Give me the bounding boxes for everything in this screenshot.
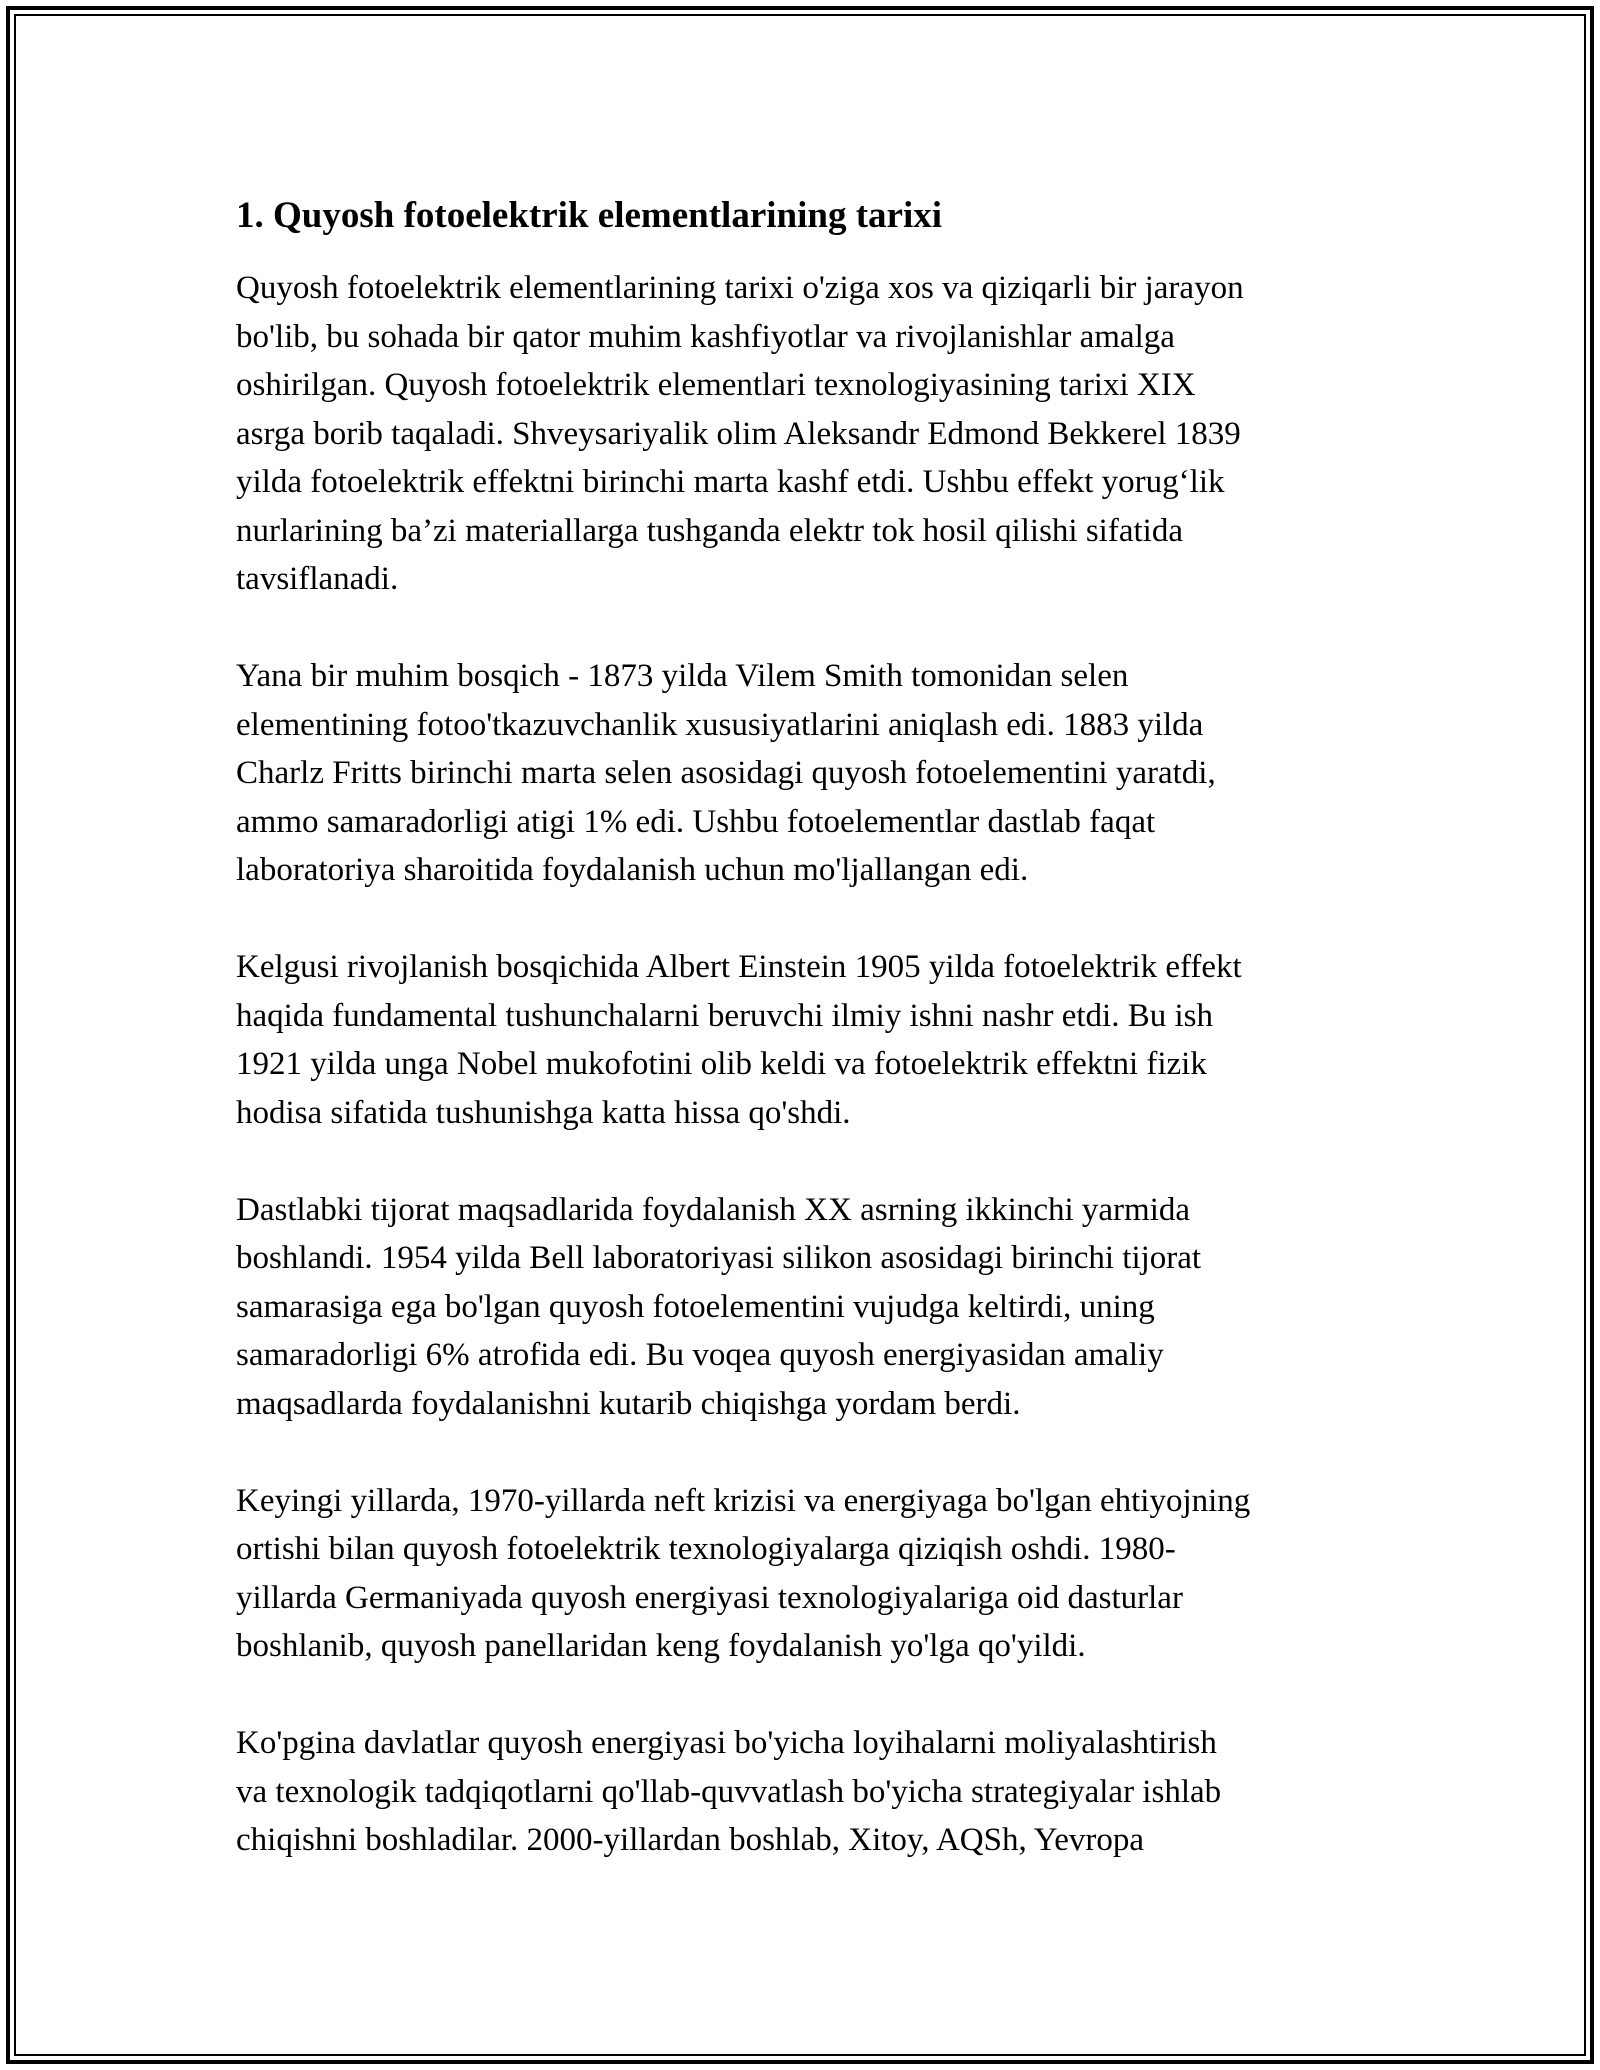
text-line: laboratoriya sharoitida foydalanish uchun mo'ljallangan edi. <box>236 852 1029 888</box>
text-line: boshlandi. 1954 yilda Bell laboratoriyasi silikon asosidagi birinchi tijorat <box>236 1240 1202 1276</box>
text-line: Ko'pgina davlatlar quyosh energiyasi bo'yicha loyihalarni moliyalashtirish <box>236 1725 1217 1761</box>
section-heading: 1. Quyosh fotoelektrik elementlarining tarixi <box>236 195 943 236</box>
text-line: Yana bir muhim bosqich - 1873 yilda Vilem Smith tomonidan selen <box>236 658 1129 694</box>
text-line: maqsadlarda foydalanishni kutarib chiqishga yordam berdi. <box>236 1385 1021 1422</box>
text-line: 1921 yilda unga Nobel mukofotini olib keldi va fotoelektrik effektni fizik <box>236 1046 1207 1082</box>
text-line: yillarda Germaniyada quyosh energiyasi texnologiyalariga oid dasturlar <box>236 1579 1183 1616</box>
text-line: va texnologik tadqiqotlarni qo'llab-quvvatlash bo'yicha strategiyalar ishlab <box>236 1773 1222 1810</box>
paragraph <box>236 943 1376 1137</box>
text-line: boshlanib, quyosh panellaridan keng foydalanish yo'lga qo'yildi. <box>236 1628 1086 1664</box>
text-line: ammo samaradorligi atigi 1% edi. Ushbu fotoelementlar dastlab faqat <box>236 803 1156 840</box>
paragraph <box>236 1477 1376 1671</box>
paragraphs-container <box>236 264 1376 1865</box>
text-line: Kelgusi rivojlanish bosqichida Albert Einstein 1905 yilda fotoelektrik effekt <box>236 949 1242 985</box>
text-line: samarasiga ega bo'lgan quyosh fotoelementini vujudga keltirdi, uning <box>236 1288 1155 1325</box>
text-line: elementining fotoo'tkazuvchanlik xususiyatlarini aniqlash edi. 1883 yilda <box>236 706 1204 743</box>
text-line: haqida fundamental tushunchalarni beruvchi ilmiy ishni nashr etdi. Bu ish <box>236 997 1213 1034</box>
paragraph <box>236 264 1376 604</box>
text-line: chiqishni boshladilar. 2000-yillardan boshlab, Xitoy, AQSh, Yevropa <box>236 1822 1145 1858</box>
text-line: Dastlabki tijorat maqsadlarida foydalanish XX asrning ikkinchi yarmida <box>236 1191 1191 1228</box>
text-line: ortishi bilan quyosh fotoelektrik texnologiyalarga qiziqish oshdi. 1980- <box>236 1531 1176 1567</box>
text-line: Charlz Fritts birinchi marta selen asosidagi quyosh fotoelementini yaratdi, <box>236 755 1216 791</box>
document-body <box>236 188 1376 1913</box>
text-line: nurlarining ba’zi materiallarga tushganda elektr tok hosil qilishi sifatida <box>236 512 1183 549</box>
text-line: bo'lib, bu sohada bir qator muhim kashfiyotlar va rivojlanishlar amalga <box>236 318 1175 355</box>
paragraph <box>236 652 1376 895</box>
paragraph <box>236 1186 1376 1429</box>
text-line: samaradorligi 6% atrofida edi. Bu voqea quyosh energiyasidan amaliy <box>236 1337 1164 1373</box>
text-line: yilda fotoelektrik effektni birinchi marta kashf etdi. Ushbu effekt yorug‘lik <box>236 464 1225 500</box>
text-line: asrga borib taqaladi. Shveysariyalik olim Aleksandr Edmond Bekkerel 1839 <box>236 415 1241 452</box>
text-line: hodisa sifatida tushunishga katta hissa qo'shdi. <box>236 1094 851 1131</box>
text-line: tavsiflanadi. <box>236 561 399 597</box>
text-line: Quyosh fotoelektrik elementlarining tarixi o'ziga xos va qiziqarli bir jarayon <box>236 270 1244 306</box>
paragraph <box>236 1719 1376 1865</box>
text-line: oshirilgan. Quyosh fotoelektrik elementlari texnologiyasining tarixi XIX <box>236 367 1196 403</box>
text-line: Keyingi yillarda, 1970-yillarda neft krizisi va energiyaga bo'lgan ehtiyojning <box>236 1482 1251 1519</box>
